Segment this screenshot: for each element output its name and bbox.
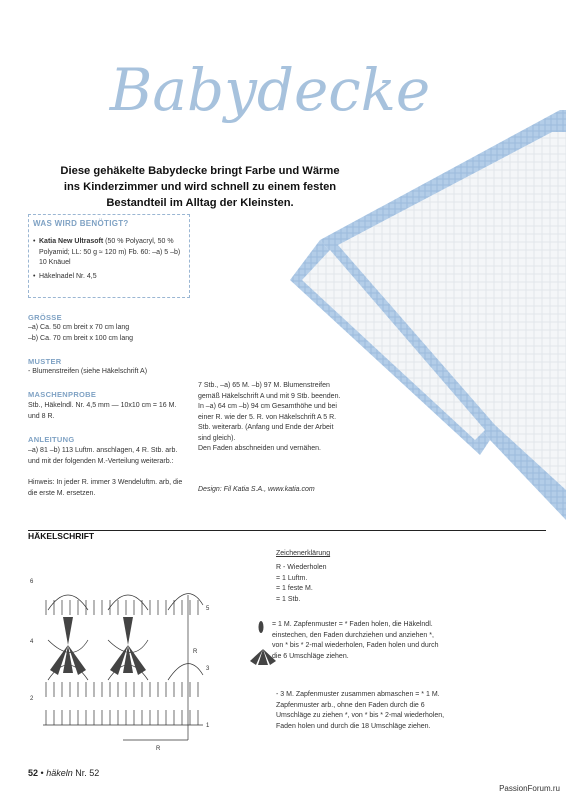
yarn-name: Katia New Ultrasoft	[39, 238, 104, 245]
size-b: –b) Ca. 70 cm breit x 100 cm lang	[28, 335, 134, 342]
legend-item-dc: = 1 Stb.	[276, 595, 301, 603]
page-number: 52	[28, 768, 39, 778]
watermark: PassionForum.ru	[499, 784, 560, 793]
title-text: Babydecke	[109, 56, 431, 124]
legend-list	[276, 563, 456, 605]
legend-heading: Zeichenerklärung	[276, 550, 331, 557]
chart-heading: HÄKELSCHRIFT	[28, 531, 95, 541]
instructions-column-2: 7 Stb., –a) 65 M. –b) 97 M. Blumenstreifen gemäß Häkelschrift A und mit 9 Stb. beenden. In –a) 64 cm –b) 94 cm Gesamthöhe und bei einer R. wie der 5. R. von Häkelschrift A 5 R. Stb. weiterarb. (Anfang und Ende der Arbeit sind gleich). Den Faden abschneiden und vernähen.	[198, 382, 341, 452]
materials-list	[33, 237, 187, 282]
legend-zapfen-1	[262, 620, 442, 662]
issue-number: Nr. 52	[75, 768, 100, 778]
design-credit: Design: Fil Katia S.A., www.katia.com	[198, 486, 315, 493]
row-label-3: 3	[206, 666, 210, 672]
size-heading: GRÖSSE	[28, 313, 62, 322]
instructions-heading: ANLEITUNG	[28, 435, 75, 444]
row-label-1: 1	[206, 723, 210, 729]
row-label-4: 4	[30, 639, 34, 645]
row-label-5: 5	[206, 606, 210, 612]
legend-item-chain: = 1 Luftm.	[276, 574, 308, 582]
intro-text: Diese gehäkelte Babydecke bringt Farbe und Wärme ins Kinderzimmer und wird schnell zu einem festen Bestandteil im Alltag der Kleinsten.	[60, 165, 340, 209]
yarn-details: (50 % Polyacryl, 50 % Polyamid; LL: 50 g ≈ 120 m) Fb. 60: –a) 5 –b) 10 Knäuel	[39, 238, 181, 266]
legend-item-repeat: R - Wiederholen	[276, 564, 327, 571]
section-divider	[28, 530, 546, 531]
size-a: –a) Ca. 50 cm breit x 70 cm lang	[28, 324, 130, 331]
materials-hook: • Häkelnadel Nr. 4,5	[33, 272, 187, 283]
gauge-text: Stb., Häkelndl. Nr. 4,5 mm — 10x10 cm = 16 M. und 8 R.	[28, 402, 177, 420]
gauge-heading: MASCHENPROBE	[28, 390, 97, 399]
repeat-label-side: R	[193, 649, 198, 655]
zapfen-3-icon	[248, 645, 278, 672]
materials-box	[28, 214, 190, 298]
row-label-6: 6	[30, 579, 34, 585]
zapfen-icon	[256, 620, 266, 634]
row-label-2: 2	[30, 696, 34, 702]
instructions-text-2: Hinweis: In jeder R. immer 3 Wendeluftm. arb, die die erste M. ersetzen.	[28, 479, 183, 497]
magazine-name: häkeln	[46, 768, 73, 778]
materials-yarn	[33, 237, 187, 269]
pattern-text: - Blumenstreifen (siehe Häkelschrift A)	[28, 368, 148, 375]
legend-item-sc: = 1 feste M.	[276, 585, 313, 592]
repeat-label-bottom: R	[156, 746, 161, 752]
page-footer: 52 • häkeln Nr. 52	[28, 768, 100, 778]
pattern-heading: MUSTER	[28, 357, 62, 366]
crochet-chart	[28, 555, 228, 755]
instructions-text-1: –a) 81 –b) 113 Luftm. anschlagen, 4 R. Stb. arb. und mit der folgenden M.-Verteilung weiterarb.:	[28, 447, 178, 465]
materials-heading: WAS WIRD BENÖTIGT?	[33, 219, 129, 228]
legend-zapfen-1-text: = 1 M. Zapfenmuster = * Faden holen, die Häkelndl. einstechen, den Faden durchziehen und anziehen *, von * bis * 2-mal wiederholen, Faden holen und durch die 6 Umschläge ziehen.	[272, 621, 439, 660]
legend-zapfen-3: - 3 M. Zapfenmuster zusammen abmaschen = * 1 M. Zapfenmuster arb., ohne den Faden durch die 6 Umschläge zu ziehen *, von * bis * 2-mal wiederholen, Faden holen und durch die 18 Umschläge ziehen.	[276, 691, 445, 730]
